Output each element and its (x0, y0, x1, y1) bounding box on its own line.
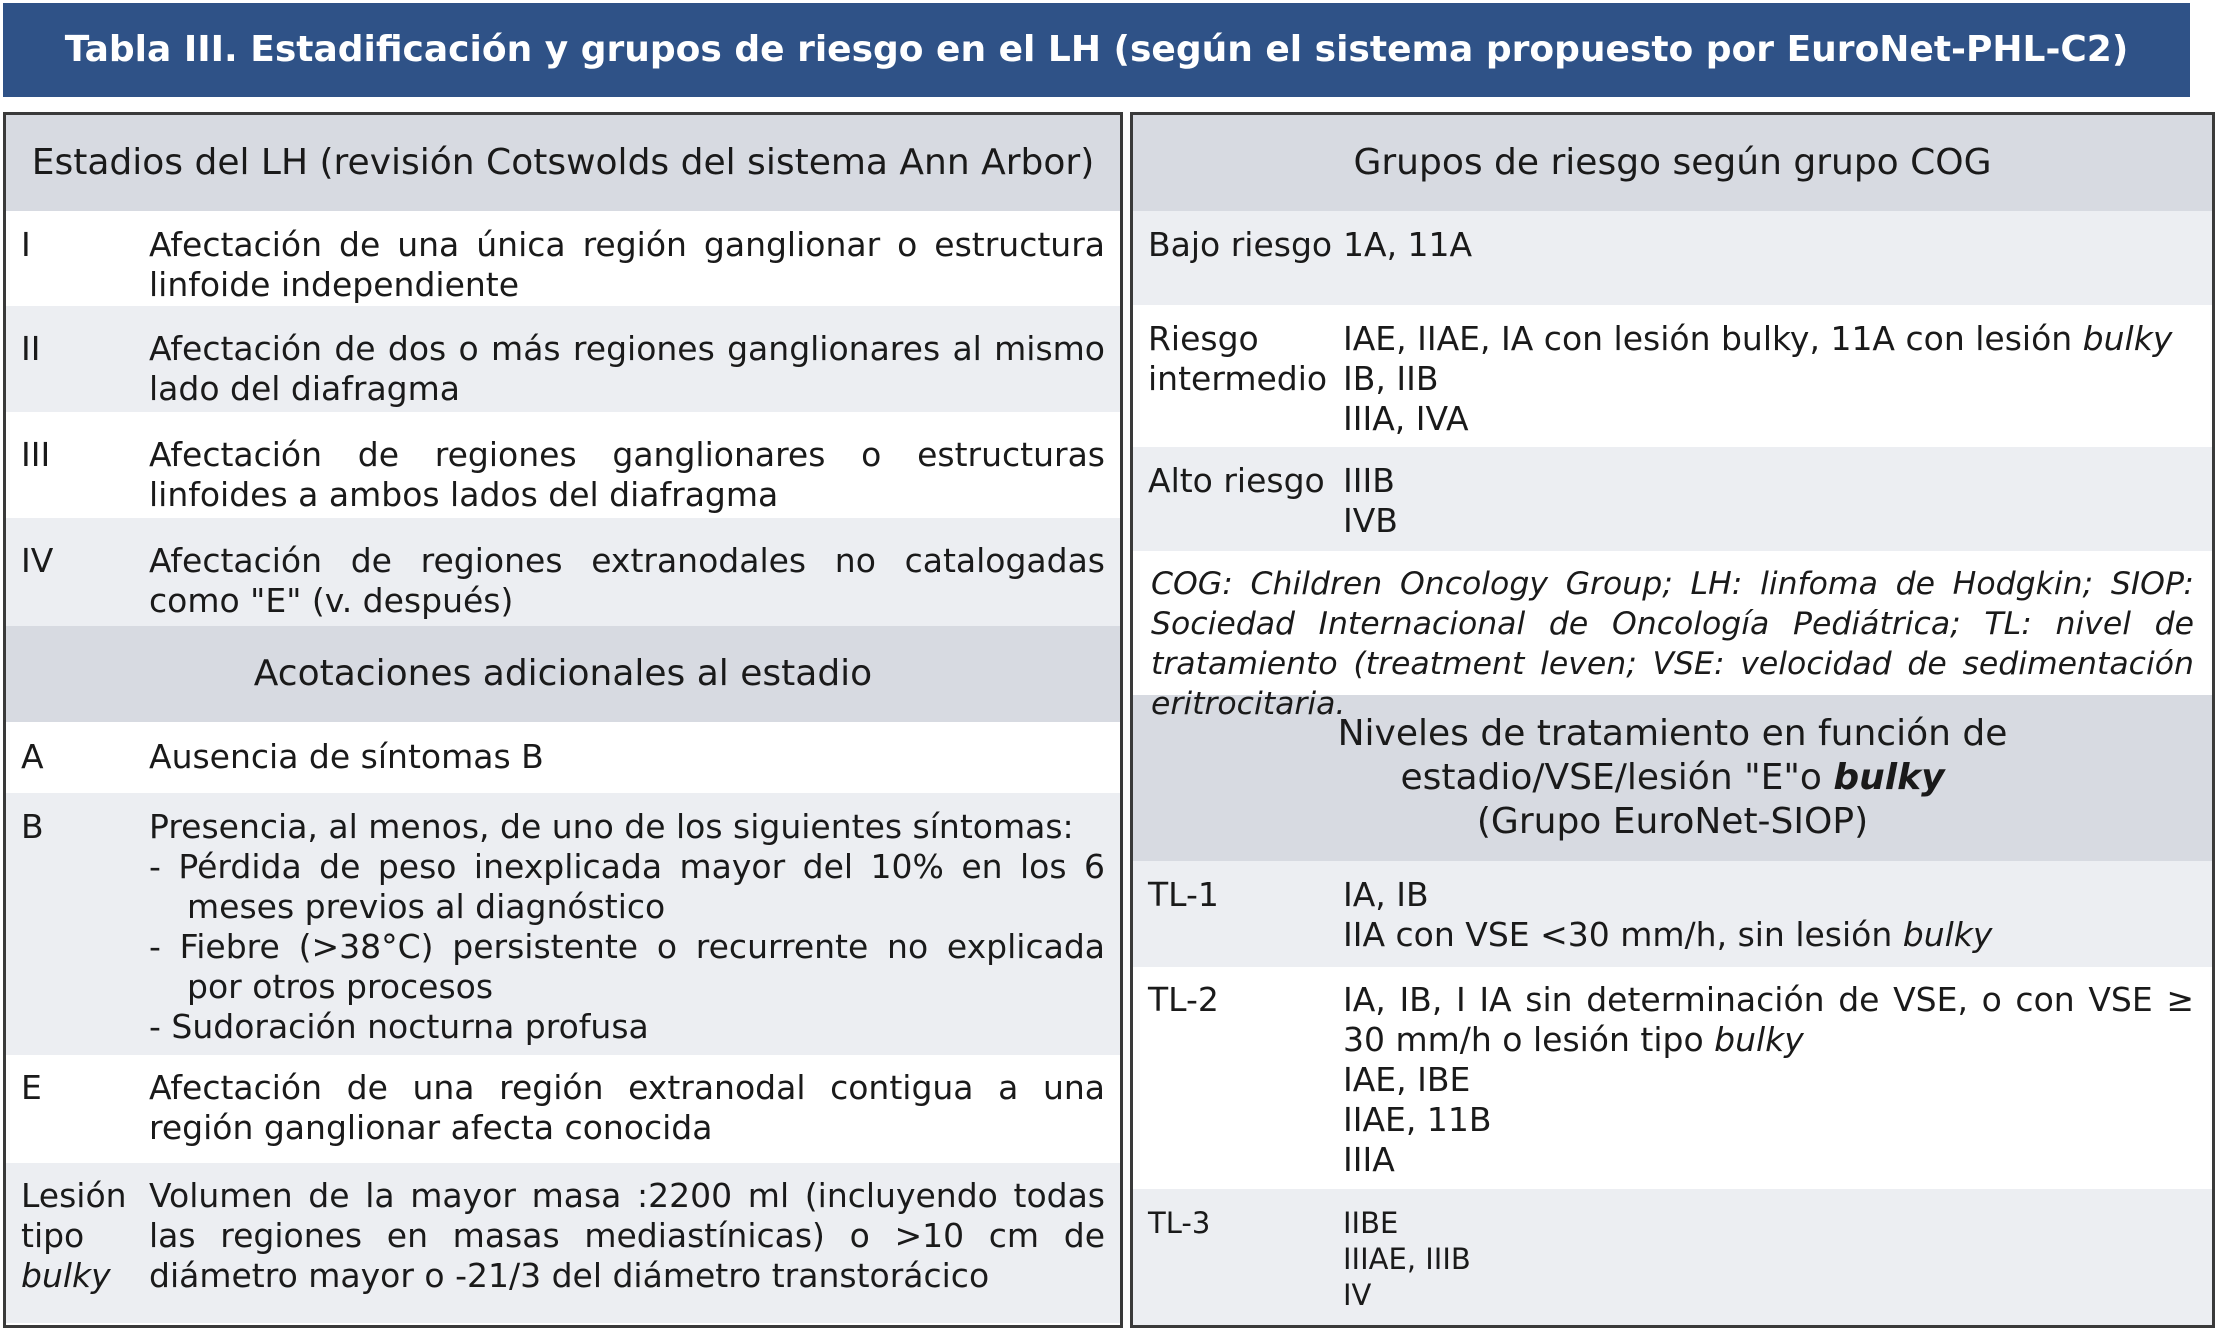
annotations-header-text: Acotaciones adicionales al estadio (253, 653, 873, 694)
stage-row-iv (6, 518, 1120, 626)
risk-desc: IIIB IVB (1343, 461, 1398, 540)
tl-header-line: (Grupo EuroNet-SIOP) (1476, 801, 1869, 842)
tl-header-line: Niveles de tratamiento en función de (1337, 713, 2008, 754)
annotation-row-bulky (6, 1163, 1120, 1323)
stages-header-text: Estadios del LH (revisión Cotswolds del sistema Ann Arbor) (31, 142, 1095, 183)
stage-row-iii (6, 412, 1120, 518)
annotation-label: E (21, 1068, 42, 1107)
bulky-label: Lesión tipo bulky (21, 1176, 127, 1295)
stage-desc: Afectación de una única región ganglionar o estructura linfoide independiente (149, 225, 1105, 304)
tl-label: TL-2 (1148, 980, 1219, 1019)
symptoms-intro: Presencia, al menos, de uno de los siguientes síntomas: (149, 807, 1074, 846)
risk-panel (1130, 112, 2215, 1328)
risk-header (1133, 115, 2212, 211)
stage-label: III (21, 435, 51, 474)
stage-desc: Afectación de dos o más regiones ganglionares al mismo lado del diafragma (149, 329, 1105, 408)
tl-desc: IA, IB, I IA sin determinación de VSE, o con VSE ≥ 30 mm/h o lesión tipo bulky IAE, IBE IIAE, 11B IIIA (1343, 980, 2194, 1179)
risk-label: Riesgo intermedio (1148, 319, 1328, 398)
risk-desc: IAE, IIAE, IA con lesión bulky, 11A con lesión bulky IB, IIB IIIA, IVA (1343, 319, 2173, 438)
tl-row-1 (1133, 861, 2212, 967)
tl-desc: IA, IB IIA con VSE <30 mm/h, sin lesión bulky (1343, 875, 1993, 954)
symptom-item: - Pérdida de peso inexplicada mayor del 10% en los 6 meses previos al diagnóstico (149, 847, 1105, 926)
tl-row-2 (1133, 967, 2212, 1189)
risk-label: Bajo riesgo (1148, 225, 1333, 264)
risk-label: Alto riesgo (1148, 461, 1325, 500)
stage-row-i (6, 211, 1120, 306)
annotation-desc: Volumen de la mayor masa :2200 ml (incluyendo todas las regiones en masas mediastínicas) o >10 cm de diámetro mayor o -21/3 del diámetro transtorácico (149, 1176, 1105, 1295)
stage-label: IV (21, 541, 54, 580)
annotation-desc (149, 807, 1120, 1055)
risk-row-low (1133, 211, 2212, 305)
annotation-label: A (21, 737, 44, 776)
tl-label: TL-1 (1148, 875, 1219, 914)
tl-label: TL-3 (1148, 1206, 1211, 1240)
stage-label: II (21, 329, 41, 368)
annotation-row-b (6, 793, 1120, 1055)
tl-desc: IIBE IIIAE, IIIB IV (1343, 1206, 1471, 1312)
annotation-desc: Ausencia de síntomas B (149, 737, 544, 776)
stages-header (6, 115, 1120, 211)
stage-label: I (21, 225, 31, 264)
annotations-header (6, 626, 1120, 722)
symptom-item: - Fiebre (>38°C) persistente o recurrente no explicada por otros procesos (149, 927, 1105, 1006)
annotation-label: B (21, 807, 44, 846)
annotation-desc: Afectación de una región extranodal contigua a una región ganglionar afecta conocida (149, 1068, 1105, 1147)
tl-row-3 (1133, 1189, 2212, 1328)
risk-row-high (1133, 447, 2212, 551)
table-title: Tabla III. Estadificación y grupos de riesgo en el LH (según el sistema propuesto por EuroNet-PHL-C2) (3, 3, 2190, 97)
risk-row-intermediate (1133, 305, 2212, 447)
stage-row-ii (6, 306, 1120, 412)
symptom-item: - Sudoración nocturna profusa (149, 1007, 649, 1046)
stage-desc: Afectación de regiones extranodales no catalogadas como "E" (v. después) (149, 541, 1105, 620)
tl-header-line: estadio/VSE/lesión "E"o bulky (1400, 757, 1945, 798)
abbreviations-note: COG: Children Oncology Group; LH: linfoma de Hodgkin; SIOP: Sociedad Internacional de Oncología Pediátrica; TL: nivel de tratamiento (treatment leven; VSE: velocidad de sedimentación eritrocitaria. (1151, 566, 2194, 722)
risk-desc: 1A, 11A (1343, 225, 1473, 264)
annotation-row-e (6, 1055, 1120, 1163)
annotation-row-a (6, 722, 1120, 793)
risk-header-text: Grupos de riesgo según grupo COG (1353, 142, 1992, 183)
stage-desc: Afectación de regiones ganglionares o estructuras linfoides a ambos lados del diafragma (149, 435, 1105, 514)
stages-panel (3, 112, 1123, 1328)
